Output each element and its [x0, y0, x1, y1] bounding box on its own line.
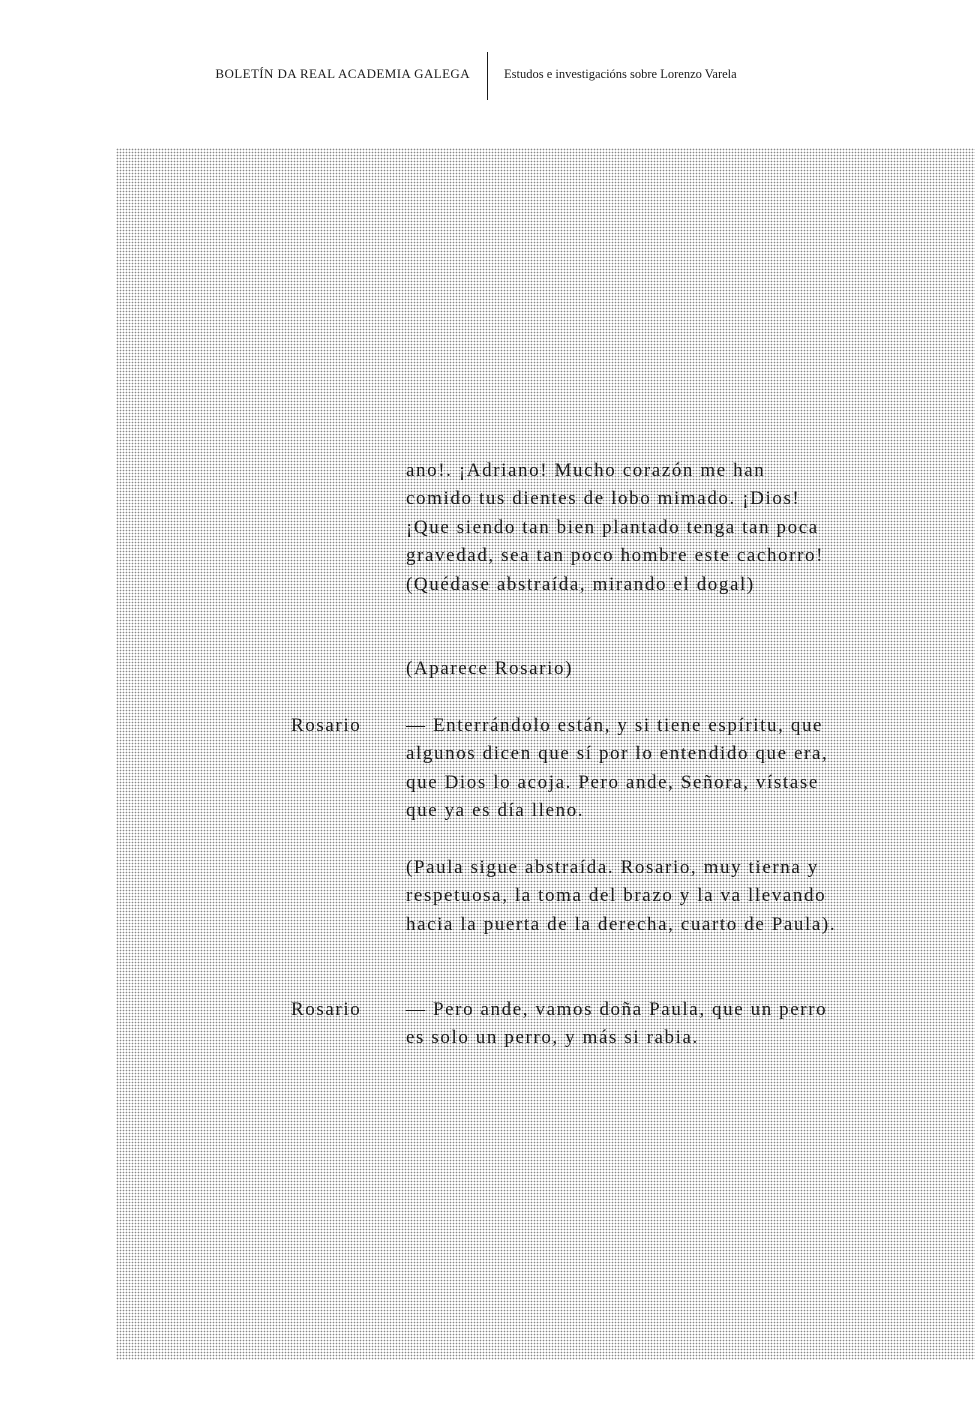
- text-panel: [116, 148, 975, 1360]
- running-header: [0, 52, 975, 100]
- journal-title: BOLETÍN DA REAL ACADEMIA GALEGA: [215, 66, 470, 81]
- speech-text: — Pero ande, vamos doña Paula, que un perro es solo un perro, y más si rabia.: [406, 999, 828, 1049]
- speech-text: (Paula sigue abstraída. Rosario, muy tierna y respetuosa, la toma del brazo y la va llevando hacia la puerta de la derecha, cuarto de Paula).: [406, 857, 837, 935]
- speech-text: ano!. ¡Adriano! Mucho corazón me han comido tus dientes de lobo mimado. ¡Dios! ¡Que siendo tan bien plantado tenga tan poca gravedad, sea tan poco hombre este cachorro! (Quédase abstraída, mirando el dogal): [406, 460, 825, 595]
- speech-text: — Enterrándolo están, y si tiene espíritu, que algunos dicen que sí por lo entendido que era, que Dios lo acoja. Pero ande, Señora, vístase que ya es día lleno.: [406, 715, 829, 822]
- speaker-label: Rosario: [291, 999, 362, 1020]
- header-divider: [487, 52, 488, 100]
- speaker-label: Rosario: [291, 715, 362, 736]
- speech-text: (Aparece Rosario): [406, 658, 573, 679]
- section-title: Estudos e investigacións sobre Lorenzo Varela: [504, 67, 737, 81]
